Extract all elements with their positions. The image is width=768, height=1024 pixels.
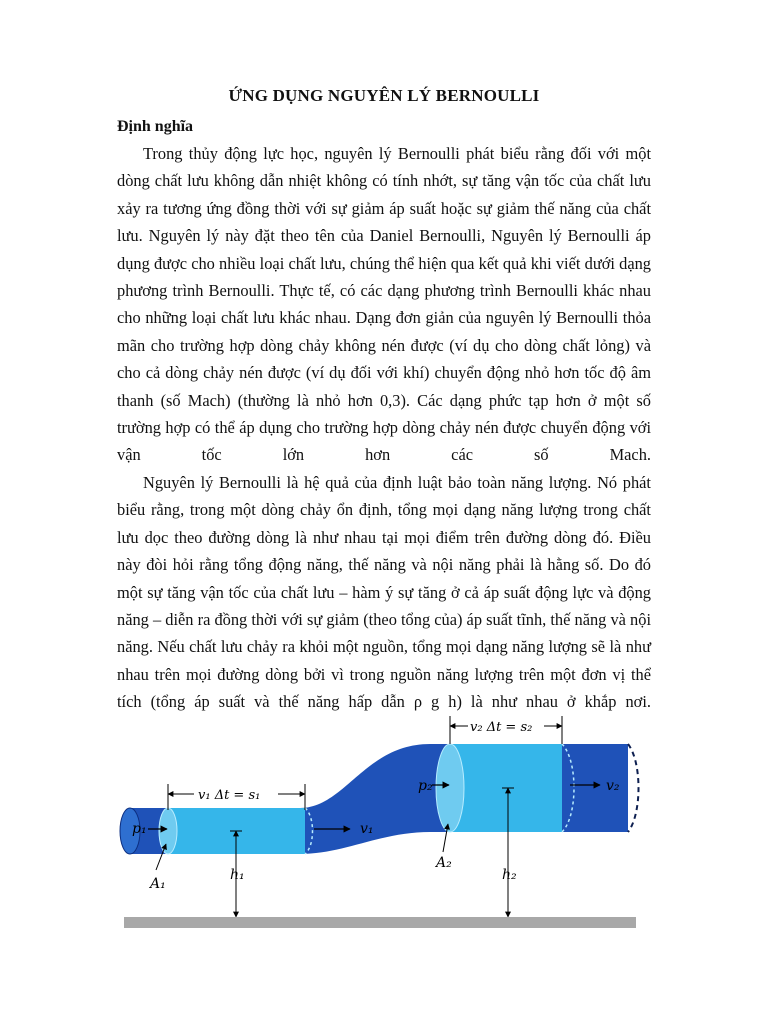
s1-label: v₁ Δt = s₁: [198, 788, 261, 803]
body-text: [117, 140, 651, 716]
pipe-outlet: [628, 744, 639, 832]
h2-label: h₂: [502, 867, 517, 883]
bernoulli-diagram: [110, 712, 650, 937]
paragraph-2: Nguyên lý Bernoulli là hệ quả của định luật bảo toàn năng lượng. Nó phát biểu rằng, trong một dòng chảy ổn định, tổng mọi dạng năng lượng trong chất lưu dọc theo đường dòng là như nhau tại mọi điểm trên đường dòng đó. Điều này đòi hỏi rằng tổng động năng, thế năng và nội năng phải là hằng số. Do đó một sự tăng vận tốc của chất lưu – hàm ý sự tăng ở cả áp suất động lực và động năng – diễn ra đồng thời với sự giảm (theo tổng của) áp suất tĩnh, thế năng và nội năng. Nếu chất lưu chảy ra khỏi một nguồn, tổng mọi dạng năng lượng sẽ là như nhau trên mọi đường dòng bởi vì trong nguồn năng lượng trên một đơn vị thể tích (tổng áp suất và thế năng hấp dẫn ρ g h) là như nhau ở khắp nơi.: [117, 472, 651, 712]
document-title: ỨNG DỤNG NGUYÊN LÝ BERNOULLI: [228, 86, 540, 105]
h1-label: h₁: [230, 867, 245, 883]
s2-label: v₂ Δt = s₂: [470, 720, 533, 735]
p2-label: p₂: [418, 778, 433, 794]
v1-label: v₁: [360, 821, 374, 837]
v2-label: v₂: [606, 778, 620, 794]
A1-label: A₁: [150, 876, 166, 892]
fluid-segment-1-start: [159, 808, 177, 854]
bernoulli-diagram-svg: [110, 712, 650, 937]
A2-label: A₂: [436, 855, 452, 871]
fluid-segment-2-start: [436, 744, 464, 832]
section-heading: Định nghĩa: [117, 118, 194, 135]
paragraph-1: Trong thủy động lực học, nguyên lý Bernoulli phát biểu rằng đối với một dòng chất lưu không dẫn nhiệt không có tính nhớt, sự tăng vận tốc của chất lưu xảy ra tương ứng đồng thời với sự giảm áp suất hoặc sự giảm thế năng của chất lưu. Nguyên lý này đặt theo tên của Daniel Bernoulli, Nguyên lý Bernoulli áp dụng được cho nhiều loại chất lưu, chúng thể hiện qua kết quả khi viết dưới dạng phương trình Bernoulli. Thực tế, có các dạng phương trình Bernoulli khác nhau cho những loại chất lưu khác nhau. Dạng đơn giản của nguyên lý Bernoulli thỏa mãn cho trường hợp dòng chảy không nén được (ví dụ cho dòng chất lỏng) và cho cả dòng chảy nén được (ví dụ đối với khí) chuyển động nhỏ hơn tốc độ âm thanh (số Mach) (thường là nhỏ hơn 0,3). Các dạng phức tạp hơn ở một số trường hợp có thể áp dụng cho trường hợp dòng chảy nén được chuyển động với vận tốc lớn hơn các số Mach.: [117, 144, 651, 465]
p1-label: p₁: [132, 821, 147, 837]
ground: [124, 917, 636, 928]
